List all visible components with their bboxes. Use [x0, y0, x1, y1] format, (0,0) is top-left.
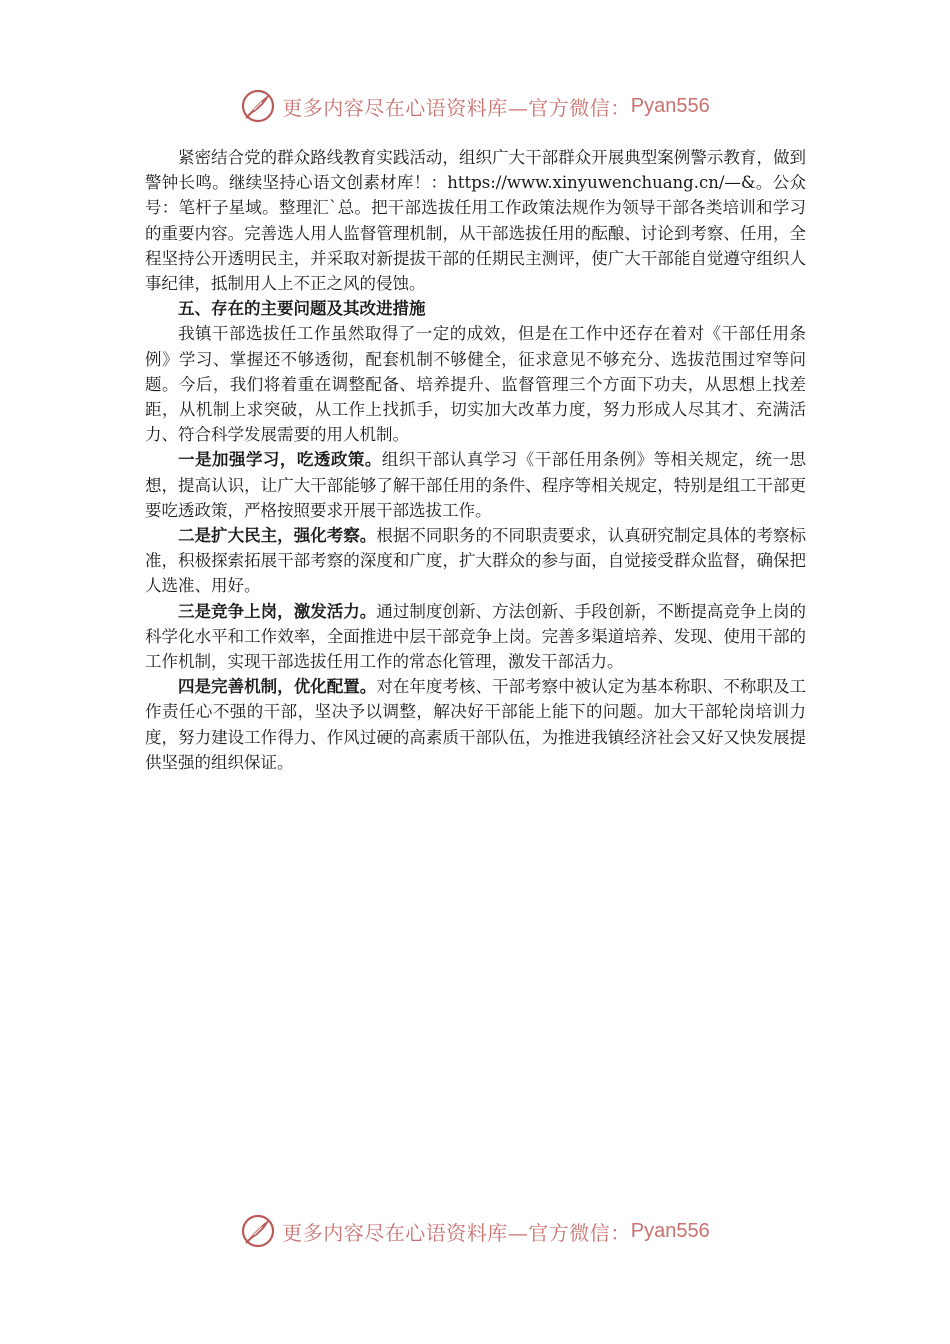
- footer-banner-wechat-id: Pyan556: [630, 1219, 710, 1242]
- header-banner: [0, 84, 950, 128]
- feather-pen-logo-icon: [240, 1213, 276, 1249]
- measure-2-text: 根据不同职务的不同职责要求，认真研究制定具体的考察标准，积极探索拓展干部考察的深度和广度，扩大群众的参与面，自觉接受群众监督，确保把人选准、用好。: [145, 526, 807, 596]
- measure-4-text: 对在年度考核、干部考察中被认定为基本称职、不称职及工作责任心不强的干部，坚决予以调整，解决好干部能上能下的问题。加大干部轮岗培训力度，努力建设工作得力、作风过硬的高素质干部队伍，为推进我镇经济社会又好又快发展提供坚强的组织保证。: [145, 677, 807, 772]
- footer-banner: [0, 1209, 950, 1253]
- section-heading-text: 五、存在的主要问题及其改进措施: [178, 299, 426, 319]
- banner-text: 更多内容尽在心语资料库—官方微信：: [282, 95, 631, 120]
- measure-1-lead: 一是加强学习，吃透政策。: [178, 450, 382, 470]
- measure-3-lead: 三是竞争上岗，激发活力。: [178, 601, 377, 621]
- feather-pen-logo-icon: [240, 88, 276, 124]
- document-body: [145, 145, 806, 775]
- measure-1-text: 组织干部认真学习《干部任用条例》等相关规定，统一思想，提高认识，让广大干部能够了解干部任用的条件、程序等相关规定，特别是组工干部更要吃透政策，严格按照要求开展干部选拔工作。: [145, 450, 807, 520]
- paragraph-1-text: 紧密结合党的群众路线教育实践活动，组织广大干部群众开展典型案例警示教育，做到警钟长鸣。继续坚持心语文创素材库！：https://www.xinyuwenchuang.cn/—&。公众号：笔杆子星域。整理汇`总。把干部选拔任用工作政策法规作为领导干部各类培训和学习的重要内容。完善选人用人监督管理机制，从干部选拔任用的酝酿、讨论到考察、任用，全程坚持公开透明民主，并采取对新提拔干部的任期民主测评，使广大干部能自觉遵守组织人事纪律，抵制用人上不正之风的侵蚀。: [145, 148, 806, 294]
- banner-wechat-id: Pyan556: [630, 94, 710, 117]
- section-heading: [145, 296, 806, 321]
- measure-1: [145, 447, 806, 523]
- measure-4-lead: 四是完善机制，优化配置。: [178, 677, 377, 697]
- measure-2: [145, 523, 806, 599]
- measure-3: [145, 599, 806, 675]
- paragraph-2: [145, 321, 806, 447]
- measure-3-text: 通过制度创新、方法创新、手段创新，不断提高竞争上岗的科学化水平和工作效率，全面推进中层干部竞争上岗。完善多渠道培养、发现、使用干部的工作机制，实现干部选拔任用工作的常态化管理，激发干部活力。: [145, 601, 807, 672]
- footer-banner-text: 更多内容尽在心语资料库—官方微信：: [282, 1220, 631, 1245]
- measure-4: [145, 674, 806, 775]
- paragraph-1: [145, 145, 806, 296]
- measure-2-lead: 二是扩大民主，强化考察。: [178, 526, 377, 546]
- paragraph-2-text: 我镇干部选拔任工作虽然取得了一定的成效，但是在工作中还存在着对《干部任用条例》学习、掌握还不够透彻，配套机制不够健全，征求意见不够充分、选拔范围过窄等问题。今后，我们将着重在调整配备、培养提升、监督管理三个方面下功夫，从思想上找差距，从机制上求突破，从工作上找抓手，切实加大改革力度，努力形成人尽其才、充满活力、符合科学发展需要的用人机制。: [145, 324, 806, 445]
